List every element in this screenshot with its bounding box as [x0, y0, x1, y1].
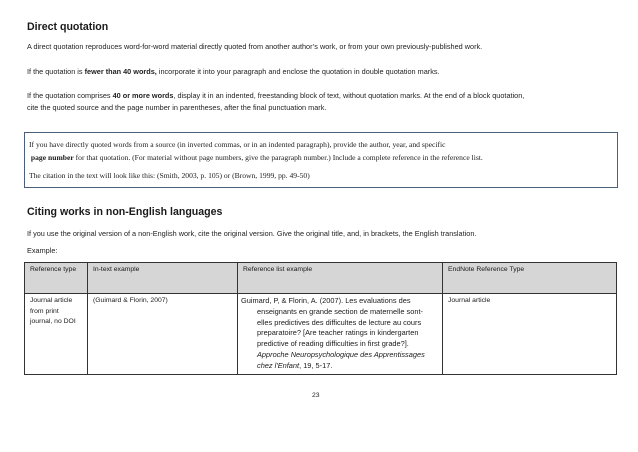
text-run: for that quotation. (For material without page numbers, give the paragraph number.) Include a complete reference in the reference list.: [73, 153, 483, 162]
emphasis-40-or-more: 40 or more words: [112, 91, 174, 100]
text-run: cite the quoted source and the page number in parentheses, after the final punctuation mark.: [27, 103, 327, 112]
text-run: If the quotation is: [27, 67, 85, 76]
header-endnote-reference-type: EndNote Reference Type: [443, 263, 617, 294]
reference-journal-title: Approche Neuropsychologique des Apprentissages chez l'Enfant: [257, 349, 425, 370]
cell-endnote-type: Journal article: [443, 294, 617, 375]
reference-text: Guimard, P, & Florin, A. (2007). Les evaluations des enseignants en grande section de maternelle sont-elles predictives des difficultes de lecture au cours preparatoire? [Are teacher ratings in kindergarten predictive of reading difficulties in first grade?].: [241, 296, 423, 349]
heading-non-english: Citing works in non-English languages: [27, 206, 223, 218]
note-line-1: If you have directly quoted words from a source (in inverted commas, or in an indented paragraph), provide the author, year, and specific: [29, 140, 446, 149]
note-line-2: [29, 153, 483, 162]
note-line-3: The citation in the text will look like this: (Smith, 2003, p. 105) or (Brown, 1999, pp. 49-50): [29, 171, 310, 180]
table-header-row: [25, 263, 617, 294]
citation-note-box: [24, 132, 618, 188]
heading-direct-quotation: Direct quotation: [27, 21, 109, 33]
cell-reference-type: Journal article from print journal, no DOI: [25, 294, 88, 375]
header-in-text-example: In-text example: [88, 263, 238, 294]
table-row: [25, 294, 617, 375]
text-run: If the quotation comprises: [27, 91, 113, 100]
paragraph-short-quotation-rule: [27, 66, 617, 78]
paragraph-direct-quotation-definition: A direct quotation reproduces word-for-word material directly quoted from another author’s work, or from your own previously-published work.: [27, 42, 483, 51]
text-run: incorporate it into your paragraph and enclose the quotation in double quotation marks.: [156, 67, 440, 76]
text-run: , display it in an indented, freestanding block of text, without quotation marks. At the end of a block quotation,: [173, 91, 525, 100]
paragraph-non-english-rule: If you use the original version of a non-English work, cite the original version. Give the original title, and, in brackets, the English translation.: [27, 229, 477, 238]
example-label: Example:: [27, 246, 58, 255]
header-reference-list-example: Reference list example: [238, 263, 443, 294]
paragraph-block-quotation-rule: [27, 90, 617, 114]
reference-volume-pages: , 19, 5-17.: [299, 360, 333, 370]
emphasis-fewer-than-40: fewer than 40 words,: [84, 67, 157, 76]
cell-reference-list-example: [238, 294, 443, 375]
page-number: 23: [312, 392, 320, 399]
cell-in-text-example: (Guimard & Florin, 2007): [88, 294, 238, 375]
header-reference-type: Reference type: [25, 263, 88, 294]
emphasis-page-number: page number: [30, 153, 74, 162]
reference-example-table: [24, 262, 617, 375]
